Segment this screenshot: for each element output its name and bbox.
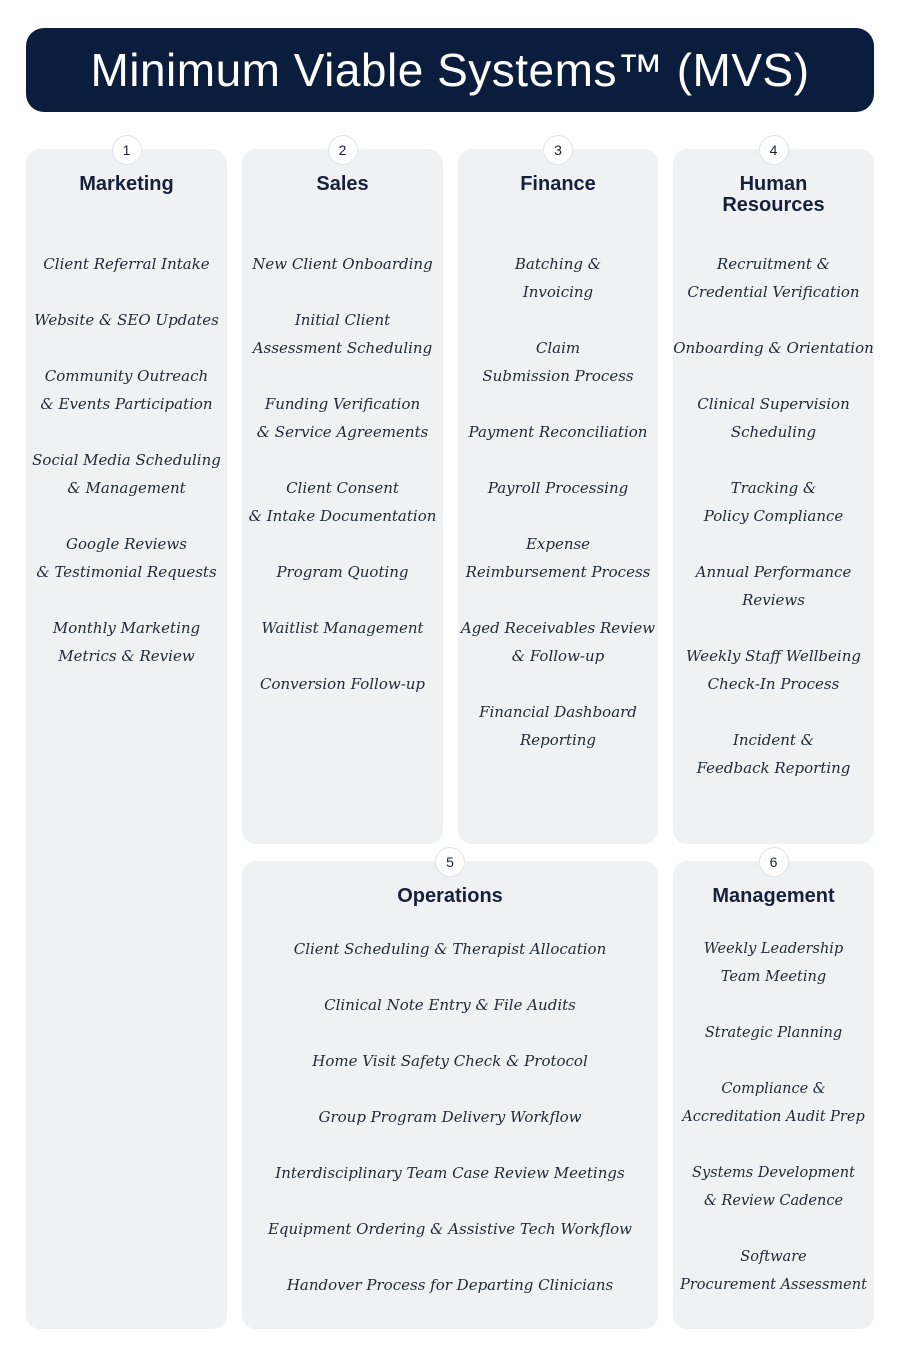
list-item: Website & SEO Updates	[34, 311, 219, 329]
page-title: Minimum Viable Systems™ (MVS)	[90, 44, 810, 96]
card-number-badge: 3	[543, 135, 573, 165]
card-number-badge: 1	[112, 135, 142, 165]
list-item: Systems Development & Review Cadence	[692, 1165, 855, 1209]
list-item: Community Outreach & Events Participation	[40, 367, 213, 413]
list-item: Funding Verification & Service Agreements	[256, 395, 429, 441]
list-item: Program Quoting	[276, 563, 409, 581]
card-item-list	[242, 250, 443, 726]
list-item: Clinical Supervision Scheduling	[697, 395, 850, 441]
list-item: Client Consent & Intake Documentation	[248, 479, 437, 525]
card-heading: Operations	[397, 885, 503, 907]
list-item: Payment Reconciliation	[468, 423, 648, 441]
card-heading: Human Resources	[722, 173, 825, 216]
list-item: Payroll Processing	[487, 479, 629, 497]
list-item: Software Procurement Assessment	[680, 1249, 867, 1293]
card-management	[673, 854, 874, 1329]
list-item: Waitlist Management	[261, 619, 424, 637]
list-item: Client Scheduling & Therapist Allocation	[293, 940, 607, 958]
card-item-list	[458, 250, 658, 782]
card-heading: Sales	[316, 173, 369, 195]
card-heading: Marketing	[79, 173, 174, 195]
card-number-badge: 2	[328, 135, 358, 165]
list-item: Conversion Follow-up	[259, 675, 426, 693]
list-item: Equipment Ordering & Assistive Tech Workflow	[267, 1220, 632, 1238]
list-item: Home Visit Safety Check & Protocol	[312, 1052, 588, 1070]
page-title-banner	[26, 28, 874, 112]
list-item: Annual Performance Reviews	[695, 563, 852, 609]
list-item: Aged Receivables Review & Follow-up	[460, 619, 656, 665]
list-item: Social Media Scheduling & Management	[32, 451, 221, 497]
list-item: Expense Reimbursement Process	[465, 535, 651, 581]
list-item: Group Program Delivery Workflow	[318, 1108, 582, 1126]
card-operations	[242, 854, 658, 1329]
card-item-list	[673, 250, 874, 810]
list-item: Interdisciplinary Team Case Review Meetings	[275, 1164, 625, 1182]
card-item-list	[673, 935, 874, 1327]
list-item: New Client Onboarding	[252, 255, 433, 273]
list-item: Strategic Planning	[704, 1025, 843, 1041]
list-item: Claim Submission Process	[482, 339, 634, 385]
list-item: Monthly Marketing Metrics & Review	[52, 619, 201, 665]
list-item: Weekly Staff Wellbeing Check-In Process	[686, 647, 861, 693]
card-number-badge: 6	[759, 847, 789, 877]
list-item: Tracking & Policy Compliance	[703, 479, 844, 525]
list-item: Initial Client Assessment Scheduling	[252, 311, 433, 357]
card-item-list	[242, 935, 658, 1327]
list-item: Compliance & Accreditation Audit Prep	[682, 1081, 865, 1125]
card-human-resources	[673, 142, 874, 844]
list-item: Client Referral Intake	[43, 255, 210, 273]
list-item: Google Reviews & Testimonial Requests	[36, 535, 217, 581]
card-heading: Management	[712, 885, 835, 907]
list-item: Recruitment & Credential Verification	[687, 255, 860, 301]
list-item: Weekly Leadership Team Meeting	[703, 941, 844, 985]
list-item: Incident & Feedback Reporting	[696, 731, 851, 777]
list-item: Batching & Invoicing	[514, 255, 602, 301]
list-item: Onboarding & Orientation	[673, 339, 874, 357]
list-item: Handover Process for Departing Clinicians	[286, 1276, 614, 1294]
list-item: Financial Dashboard Reporting	[479, 703, 637, 749]
card-number-badge: 4	[759, 135, 789, 165]
card-finance	[458, 142, 658, 844]
card-marketing	[26, 142, 227, 1329]
list-item: Clinical Note Entry & File Audits	[324, 996, 576, 1014]
card-sales	[242, 142, 443, 844]
card-item-list	[26, 250, 227, 698]
card-number-badge: 5	[435, 847, 465, 877]
card-heading: Finance	[520, 173, 596, 195]
